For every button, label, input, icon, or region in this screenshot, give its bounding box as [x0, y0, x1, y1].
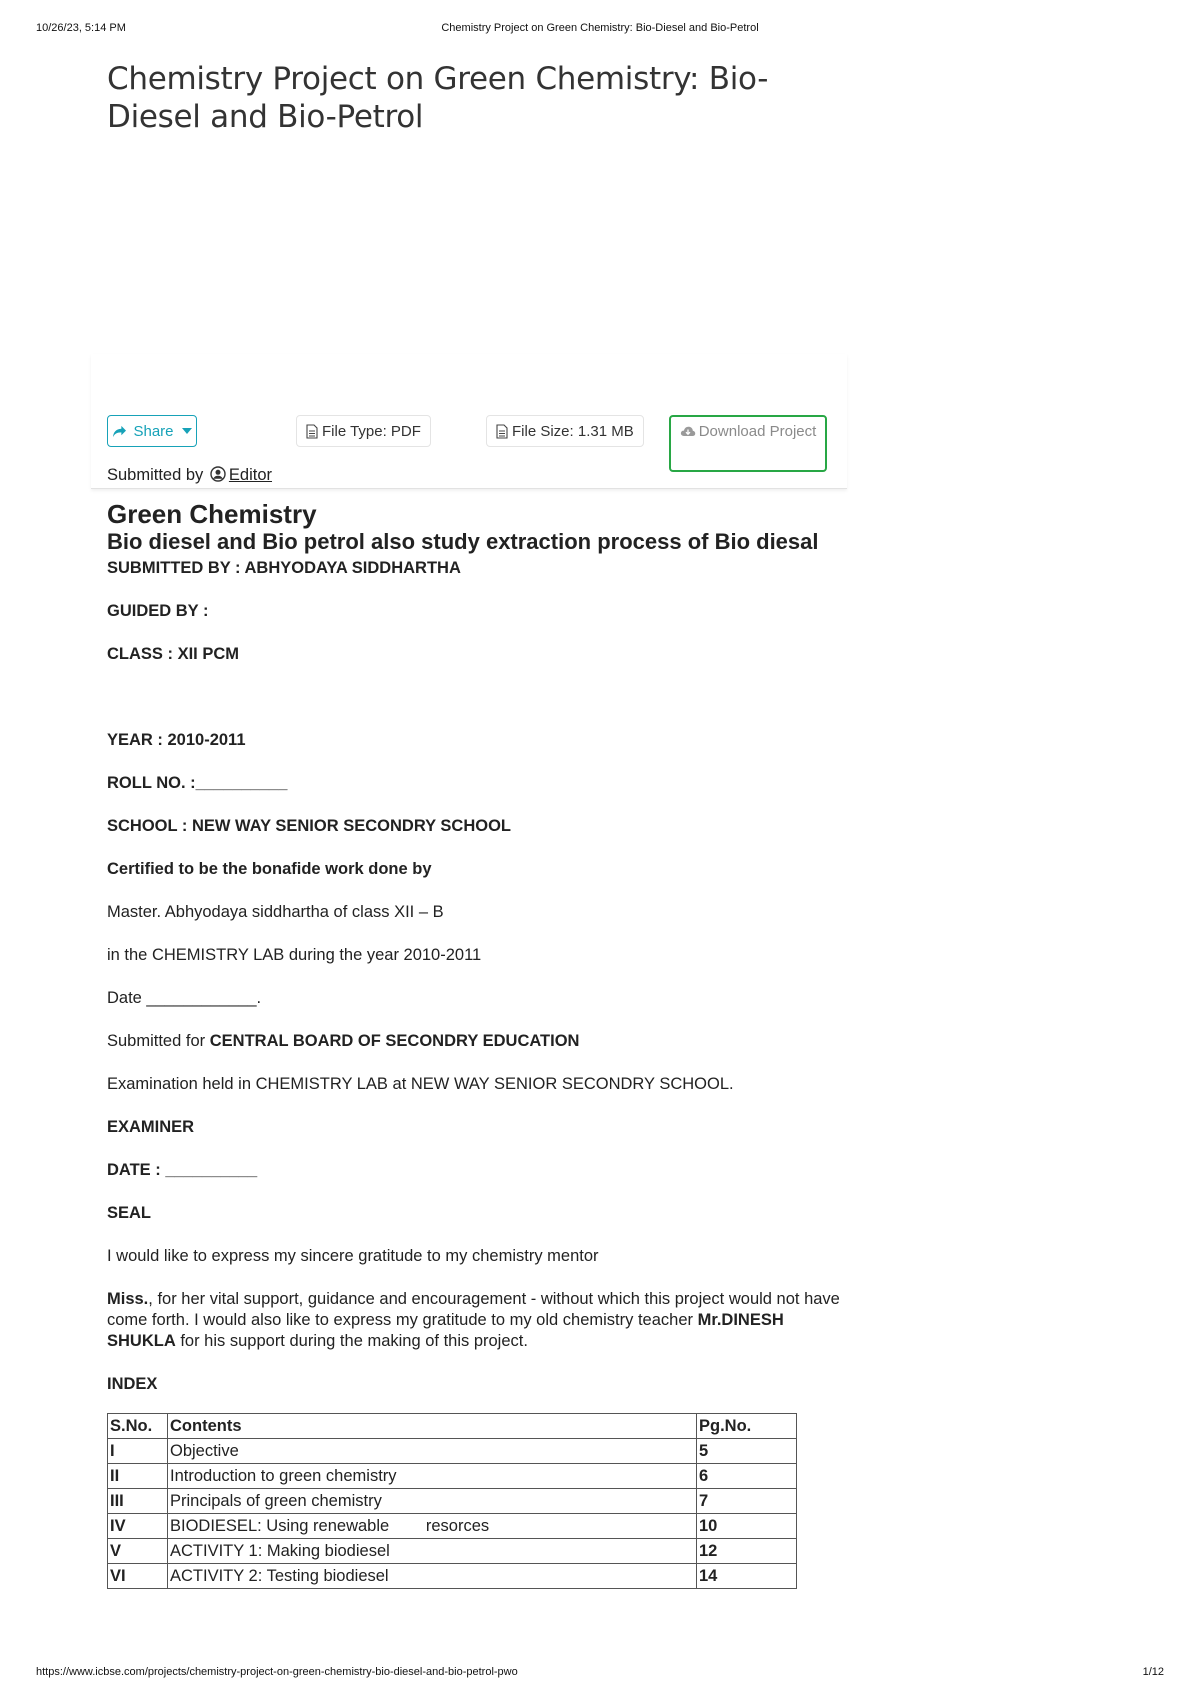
class-line: CLASS : XII PCM: [107, 645, 240, 663]
table-cell: III: [108, 1489, 168, 1514]
table-cell: 7: [697, 1489, 797, 1514]
table-cell: Objective: [168, 1439, 697, 1464]
table-row: [108, 1514, 797, 1539]
document-body: [107, 465, 847, 1589]
submitted-prefix: Submitted by: [107, 466, 204, 484]
table-cell: 10: [697, 1514, 797, 1539]
table-cell: Introduction to green chemistry: [168, 1464, 697, 1489]
table-row: [108, 1489, 797, 1514]
author-link[interactable]: Editor: [228, 466, 273, 484]
submitted-for-prefix: Submitted for: [107, 1032, 206, 1050]
table-cell: 12: [697, 1539, 797, 1564]
table-cell: ACTIVITY 2: Testing biodiesel: [168, 1564, 697, 1589]
print-datetime: 10/26/23, 5:14 PM: [36, 22, 126, 34]
submitted-by-name: SUBMITTED BY : ABHYODAYA SIDDHARTHA: [107, 559, 461, 577]
year-line: YEAR : 2010-2011: [107, 731, 246, 749]
print-url: https://www.icbse.com/projects/chemistry-project-on-green-chemistry-bio-diesel-and-bio-petrol-pwo: [36, 1666, 518, 1678]
table-row: [108, 1464, 797, 1489]
teacher-name: Mr.DINESH SHUKLA: [107, 1311, 784, 1350]
page-title: Chemistry Project on Green Chemistry: Bio-Diesel and Bio-Petrol: [107, 61, 769, 135]
exam-held-line: Examination held in CHEMISTRY LAB at NEW WAY SENIOR SECONDRY SCHOOL.: [107, 1075, 734, 1093]
download-label: Download Project: [698, 423, 817, 440]
index-heading: INDEX: [107, 1375, 158, 1393]
index-table: [107, 1413, 797, 1589]
submitted-for-line: [107, 1031, 847, 1052]
print-doc-title: Chemistry Project on Green Chemistry: Bio-Diesel and Bio-Petrol: [441, 22, 759, 34]
share-button[interactable]: [107, 415, 197, 447]
table-cell: I: [108, 1439, 168, 1464]
table-header-row: [108, 1414, 797, 1439]
file-size-label: File Size: 1.31 MB: [512, 422, 634, 440]
miss-label: Miss.: [107, 1290, 149, 1308]
table-row: [108, 1439, 797, 1464]
file-type-chip: [296, 415, 431, 447]
section-subheading: Bio diesel and Bio petrol also study extraction process of Bio diesal: [107, 529, 819, 554]
board-name: CENTRAL BOARD OF SECONDRY EDUCATION: [209, 1032, 580, 1050]
print-page-number: 1/12: [1142, 1666, 1164, 1678]
table-cell: IV: [108, 1514, 168, 1539]
gratitude-text-3: for his support during the making of this project.: [180, 1332, 528, 1350]
table-row: [108, 1539, 797, 1564]
gratitude-line-1: I would like to express my sincere gratitude to my chemistry mentor: [107, 1247, 599, 1265]
share-icon: [112, 425, 127, 438]
table-cell: ACTIVITY 1: Making biodiesel: [168, 1539, 697, 1564]
share-label: Share: [133, 422, 174, 440]
table-cell: 14: [697, 1564, 797, 1589]
guided-by: GUIDED BY :: [107, 602, 209, 620]
gratitude-text-2: , for her vital support, guidance and encouragement - without which this project would not have come forth. I would also like to express my gratitude to my old chemistry teacher: [107, 1290, 840, 1329]
blank-space: [107, 687, 847, 730]
file-type-label: File Type: PDF: [322, 422, 421, 440]
table-cell: 5: [697, 1439, 797, 1464]
table-cell: VI: [108, 1564, 168, 1589]
submitted-by-line: [107, 465, 847, 486]
date-blank-line: DATE : __________: [107, 1161, 258, 1179]
user-circle-icon: [210, 466, 226, 482]
table-cell: II: [108, 1464, 168, 1489]
file-icon: [496, 424, 508, 439]
table-cell: Principals of green chemistry: [168, 1489, 697, 1514]
main-content: [107, 60, 847, 1585]
roll-no-line: ROLL NO. :__________: [107, 774, 288, 792]
file-icon: [306, 424, 318, 439]
certified-line: Certified to be the bonafide work done by: [107, 860, 432, 878]
date-line: Date ____________.: [107, 989, 262, 1007]
examiner-line: EXAMINER: [107, 1118, 195, 1136]
seal-line: SEAL: [107, 1204, 152, 1222]
table-cell: V: [108, 1539, 168, 1564]
table-row: [108, 1564, 797, 1589]
table-cell: 6: [697, 1464, 797, 1489]
header-cell: Contents: [168, 1414, 697, 1439]
master-line: Master. Abhyodaya siddhartha of class XII – B: [107, 903, 444, 921]
gratitude-paragraph: [107, 1289, 847, 1352]
header-cell: Pg.No.: [697, 1414, 797, 1439]
lab-year-line: in the CHEMISTRY LAB during the year 2010-2011: [107, 946, 482, 964]
header-cell: S.No.: [108, 1414, 168, 1439]
file-size-chip: [486, 415, 644, 447]
table-cell: BIODIESEL: Using renewable resorces: [168, 1514, 697, 1539]
school-line: SCHOOL : NEW WAY SENIOR SECONDRY SCHOOL: [107, 817, 512, 835]
chevron-down-icon: [182, 428, 192, 434]
cloud-download-icon: [680, 425, 696, 437]
section-heading: Green Chemistry: [107, 499, 317, 529]
download-button[interactable]: [669, 415, 827, 472]
